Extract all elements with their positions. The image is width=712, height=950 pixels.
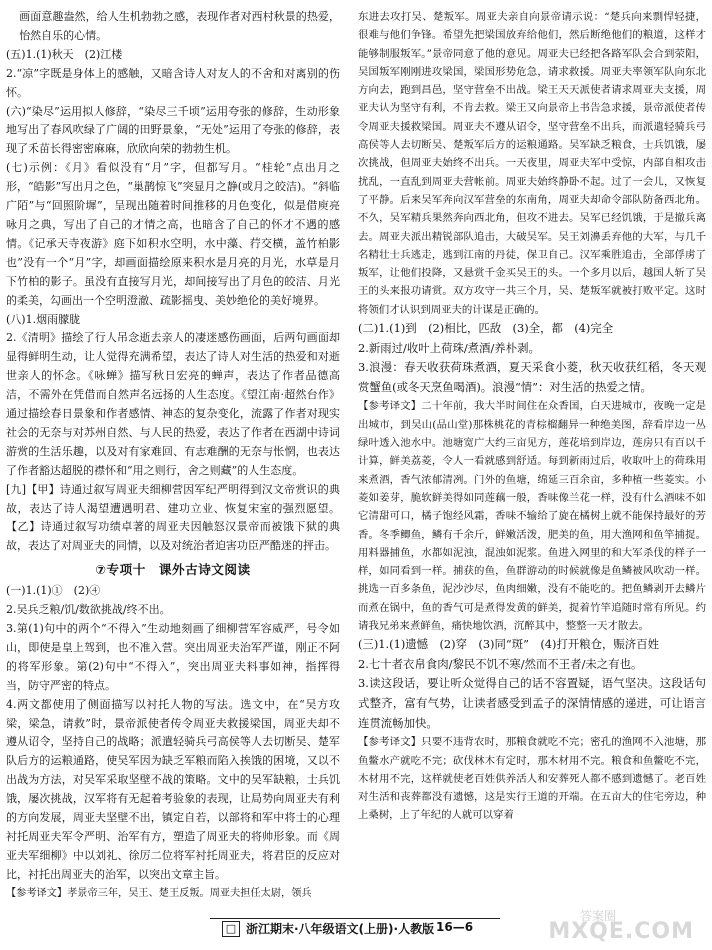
answer-paragraph: (二)1.(1)到 (2)相比，匹敌 (3)全，都 (4)完全 xyxy=(358,321,614,336)
footer-rule xyxy=(210,918,500,919)
left-column xyxy=(6,8,340,902)
right-column xyxy=(358,8,706,825)
answer-paragraph: 2.新雨过/收叶上荷珠/煮酒/养朴剥。 xyxy=(358,340,540,355)
footer-page-number: 16—6 xyxy=(436,920,474,934)
answer-paragraph: 2.七十者衣帛食肉/黎民不饥不寒/然而不王者/未之有也。 xyxy=(358,656,643,671)
translation-paragraph: 【参考译文】孝景帝三年，吴王、楚王反叛。周亚夫担任太尉，领兵 xyxy=(6,887,312,899)
answer-paragraph: 2.吴兵乏粮/饥/数欲挑战/终不出。 xyxy=(6,603,171,617)
translation-paragraph: 【参考译文】只要不违背农时，那粮食就吃不完；密孔的渔网不入池塘，那鱼鳖水产就吃不完；砍伐林木有定时，那木材用不完。粮食和鱼鳖吃不完，木材用不完，这样就使老百姓供养活人和安葬死人都不感到遗憾了。老百姓对生活和丧葬都没有遗憾，这是实行王道的开端。在五亩大的住宅旁边，种上桑树，上了年纪的人就可以穿着 xyxy=(358,736,706,822)
translation-paragraph: 【参考译文】二十年前，我大半时间住在众香国，白天进城市，夜晚一定是出城市，到吴山(品山堂)那株桃花的青棕榴翻异一种绝美图，辞看岸边一丛绿叶透入池水中。池塘宽广大约三亩见方，莲花培到岸边，莲房只有百以千计算，鲜美荔菱，令人一看就感到舒适。每到新雨过后，收取叶上的荷珠用来煮酒，香气浓郁清冽。门外的鱼塘，绵延三百余亩，多种植一些菱实。小菱如姜芽，脆软鲜美得如同莲藕一般，香味像兰花一样，没有什么酒味不如它清甜可口，橘子饱经风霜，香味不输给了旋在橘树上就不能保持最好的芳香。冬季鲫鱼，鳞有千余斤，鲜嫩活泼，肥美的鱼，用大渔网和鱼竿捕捉。用料器捕鱼，水都如泥浊，混浊如泥浆。鱼进入网里的和大军杀伐的样子一样，如同看到一样。捕获的鱼，鱼群游动的时候就像是鱼鳞被风吹动一样。挑选一百多条鱼，泥沙沙尽，鱼肉细嫩，没有不能吃的。把鱼鳞剥开去鳞片而煮在锅中，鱼的香气可是煮得发黄的鲜美，捉着竹竿追随时常有所见。约请我兄弟来煮鲜鱼，痛快地饮酒，沉醉其中，整整一天才散去。 xyxy=(358,400,706,632)
answer-paragraph: (一)1.(1)① (2)④ xyxy=(6,584,101,598)
answer-paragraph: 3.浪漫：春天收获荷珠煮酒，夏天采食小菱，秋天收获红稻，冬天观赏蟹鱼(或冬天烹鱼喝酒)。浪漫“情”：对生活的热爱之情。 xyxy=(358,360,706,394)
answer-paragraph: (七)示例：《月》看似没有“月”字，但都写月。“桂轮”点出月之形，“皓影”写出月之色，“巢鹊惊飞”突显月之静(或月之皎洁)。“斜临广陌”与“回照阶墀”，呈现出随着时间推移的月色变化，似是借庾亮咏月之典，写出了自己的才情之高，也暗含了自己的怀才不遇的感情。《记承天寺夜游》庭下如积水空明，水中藻、荇交横，盖竹柏影也”没有一个“月”字，却画面描绘原来积水是月亮的月光，水草是月下竹柏的影子。虽没有直接写月光，却间接写出了月色的皎洁、月光的柔美，勾画出一个空明澄澈、疏影摇曳、美妙绝伦的美好境界。 xyxy=(6,161,340,307)
answer-paragraph: (五)1.(1)秋天 (2)江楼 xyxy=(6,47,123,61)
answer-paragraph: (三)1.(1)遗憾 (2)穿 (3)同“斑” (4)打开粮仓，赈济百姓 xyxy=(358,637,659,652)
translation-paragraph: 东进去攻打吴、楚叛军。周亚夫亲自向景帝请示说：“楚兵向来剽悍轻捷，很难与他们争锋。希望先把梁国放弃给他们，然后断绝他们的粮道，这样才能够制服叛军。”景帝同意了他的意见。周亚夫已经把各路军队会合到荥阳，吴国叛军刚刚进攻梁国，梁国形势危急，请求救援。周亚夫率领军队向东北方向去，跑到昌邑，坚守营垒不出战。梁王天天派使者请求周亚夫支援，周亚夫认为坚守有利，不肯去救。梁王又向景帝上书告急求援，景帝派使者传令周亚夫援救梁国。周亚夫不遵从诏令，坚守营垒不出兵，而派遣轻骑兵弓高侯等人去切断吴、楚叛军后方的运粮通路。吴军缺乏粮食，士兵饥饿，屡次挑战，但周亚夫始终不出兵。一天夜里，周亚夫军中受惊，内部自相攻击扰乱，一直乱到周亚夫营帐前。周亚夫始终静卧不起。过了一会儿，又恢复了平静。后来吴军奔向汉军营垒的东南角，周亚夫却命令部队防备西北角。不久，吴军精兵果然奔向西北角，但攻不进去。吴军已经饥饿，于是撤兵离去。周亚夫派出精锐部队追击，大破吴军。吴王刘濞丢弃他的大军，与几千名精壮士兵逃走，逃到江南的丹徒，保卫自己。汉军乘胜追击，全部俘虏了叛军，让他们投降，又悬赏千金买吴王的头。一个多月以后，越国人斩了吴王的头来报功请赏。双方攻守一共三个月，吴、楚叛军就被打败平定。这时将领们才认识到周亚夫的计谋是正确的。 xyxy=(358,11,706,316)
answer-paragraph: (六)“染尽”运用拟人修辞，“染尽三千顷”运用夸张的修辞，生动形象地写出了春风吹绿了广阔的田野景象，“无处”运用了夸张的修辞，表现了禾苗长得密密麻麻，欣欣向荣的勃勃生机。 xyxy=(6,104,340,156)
answer-paragraph: [九]【甲】诗通过叙写周亚夫细柳营因军纪严明得到汉文帝赏识的典故，表达了诗人渴望遭遇明君、建功立业、恢复宋室的强烈愿望。【乙】诗通过叙写功绩卓著的周亚夫因触怒汉景帝而被饿下狱的典故，表达了对周亚夫的同情，以及对统治者迫害功臣严酷迷的抨击。 xyxy=(6,482,340,553)
answer-paragraph: 3.第(1)句中的两个“不得入”生动地刻画了细柳营军容威严，号令如山，即使是皇上驾到，也不准入营。突出周亚夫治军严谨，刚正不阿的将军形象。第(2)句中“不得入”，突出周亚夫料事如神，指挥得当，防守严密的特点。 xyxy=(6,622,340,692)
answer-paragraph: 2.《清明》描绘了行人吊念逝去亲人的凄迷感伤画面，后两句画面却显得鲜明生动，让人觉得充满希望，表达了诗人对生活的热爱和对逝世亲人的怀念。《咏蝉》描写秋日宏亮的蝉声，表达了作者品德高洁，不需外在凭借而自然声名远扬的人生态度。《望江南·超然台作》通过描绘春日景象和作者感情、神态的复杂变化，流露了作者对现实社会的无奈与对苏州自然、与人民的热爱，表达了作者在西湖中诗词游赏的生活乐趣，以及对有家难回、有志难酬的无奈与怅惘，也表达了作者豁达超脱的襟怀和“用之则行，舍之则藏”的人生态度。 xyxy=(6,331,340,477)
answer-paragraph: 画面意趣盎然，给人生机勃勃之感，表现作者对西村秋景的热爱，怡然自乐的心情。 xyxy=(19,10,340,42)
footer-publication: 浙江期末·八年级语文(上册)·人教版 xyxy=(246,922,435,936)
section-heading: ⑦专项十 课外古诗文阅读 xyxy=(95,562,251,578)
footer-box-mark: □ xyxy=(222,921,240,937)
watermark: MXQE.COM xyxy=(548,919,694,944)
answer-paragraph: 2.“凉”字既是身体上的感触，又暗含诗人对友人的不舍和对离别的伤怀。 xyxy=(6,66,340,99)
answer-paragraph: 3.读这段话，要让听众觉得自己的话不容置疑，语气坚决。这段话句式整齐，富有气势，让读者感受到孟子的深情情感的递进，可让语言连贯流畅加快。 xyxy=(358,676,706,730)
answer-paragraph: (八)1.烟雨朦胧 xyxy=(6,312,81,326)
answer-paragraph: 4.两文都使用了侧面描写以衬托人物的写法。选文中，在“吴方攻梁，梁急，请救”时，景帝派使者传令周亚夫救援梁国，周亚夫却不遵从诏令，坚持自己的战略；派遣轻骑兵弓高侯等人去切断吴、楚军队后方的运粮通路，使吴军因为缺乏军粮而陷入挨饿的困境，又以不出战为方法，对吴军采取坚壁不战的策略。文中的吴军缺粮，士兵饥饿，屡次挑战，汉军将有无起着考验象的表现，让局势向周亚夫有利的方向发展，周亚夫坚壁不出，镇定自若，以部将和军中将士的心理衬托周亚夫军令严明、治军有方，塑造了周亚夫的将帅形象。而《周亚夫军细柳》中以刘礼、徐厉二位将军衬托周亚夫，将君臣的反应对比，衬托出周亚夫的治军，以突出文章主旨。 xyxy=(6,697,340,881)
watermark-sub: 答案圈 xyxy=(579,909,616,923)
